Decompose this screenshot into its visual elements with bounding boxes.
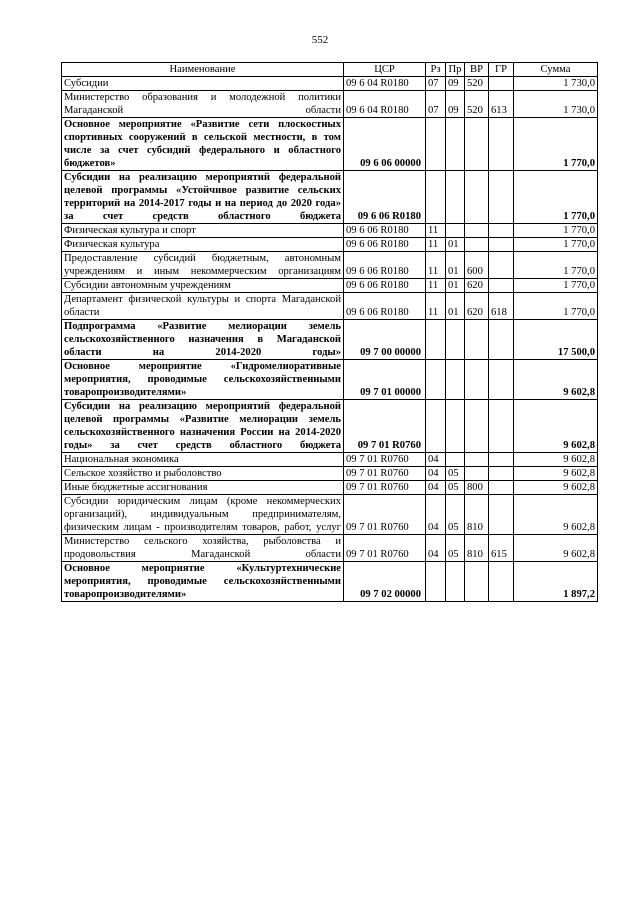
header-pr: Пр [446, 63, 465, 77]
table-row [62, 467, 598, 481]
header-sum: Сумма [514, 63, 598, 77]
page-number: 552 [311, 34, 329, 46]
row-vr: 620 [465, 279, 489, 293]
row-gr: 618 [489, 293, 514, 320]
row-sum: 1 897,2 [514, 562, 598, 602]
row-rz [426, 360, 446, 400]
row-rz: 11 [426, 238, 446, 252]
row-rz [426, 562, 446, 602]
table-row [62, 562, 598, 602]
row-name: Физическая культура и спорт [62, 224, 344, 238]
row-sum: 1 770,0 [514, 293, 598, 320]
table-row [62, 224, 598, 238]
row-name: Основное мероприятие «Развитие сети плоскостных спортивных сооружений в сельской местности, в том числе за счет субсидий федерального и областного бюджетов» [62, 118, 344, 171]
table-row [62, 77, 598, 91]
row-rz [426, 320, 446, 360]
row-gr [489, 453, 514, 467]
row-csr: 09 6 04 R0180 [344, 91, 426, 118]
row-pr: 05 [446, 481, 465, 495]
row-rz [426, 118, 446, 171]
row-sum: 1 770,0 [514, 171, 598, 224]
header-gr: ГР [489, 63, 514, 77]
table-row [62, 293, 598, 320]
row-sum: 1 730,0 [514, 91, 598, 118]
row-vr: 600 [465, 252, 489, 279]
table-row [62, 535, 598, 562]
row-name: Министерство сельского хозяйства, рыболовства и продовольствия Магаданской области [62, 535, 344, 562]
table-row [62, 481, 598, 495]
row-gr [489, 562, 514, 602]
row-name: Предоставление субсидий бюджетным, автономным учреждениям и иным некоммерческим организациям [62, 252, 344, 279]
row-sum: 1 730,0 [514, 77, 598, 91]
row-sum: 9 602,8 [514, 535, 598, 562]
row-pr: 05 [446, 467, 465, 481]
header-rz: Рз [426, 63, 446, 77]
row-name: Министерство образования и молодежной политики Магаданской области [62, 91, 344, 118]
row-gr [489, 495, 514, 535]
row-csr: 09 7 00 00000 [344, 320, 426, 360]
row-rz [426, 400, 446, 453]
row-vr [465, 453, 489, 467]
row-gr [489, 481, 514, 495]
row-rz: 07 [426, 91, 446, 118]
row-pr [446, 562, 465, 602]
row-pr: 01 [446, 252, 465, 279]
row-csr: 09 7 01 R0760 [344, 400, 426, 453]
row-name: Субсидии [62, 77, 344, 91]
row-vr [465, 360, 489, 400]
row-rz: 04 [426, 535, 446, 562]
row-csr: 09 7 01 R0760 [344, 453, 426, 467]
row-sum: 1 770,0 [514, 118, 598, 171]
row-gr [489, 400, 514, 453]
row-gr [489, 77, 514, 91]
row-rz: 04 [426, 481, 446, 495]
row-name: Субсидии на реализацию мероприятий федеральной целевой программы «Развитие мелиорации земель сельскохозяйственного назначения России на 2014-2020 годы» за счет средств областного бюджета [62, 400, 344, 453]
row-rz: 04 [426, 495, 446, 535]
row-vr [465, 467, 489, 481]
row-pr [446, 171, 465, 224]
row-sum: 1 770,0 [514, 252, 598, 279]
row-vr [465, 238, 489, 252]
row-rz: 11 [426, 224, 446, 238]
table-row [62, 171, 598, 224]
row-name: Основное мероприятие «Культуртехнические мероприятия, проводимые сельскохозяйственными товаропроизводителями» [62, 562, 344, 602]
table-row [62, 495, 598, 535]
row-gr [489, 238, 514, 252]
row-gr [489, 252, 514, 279]
row-pr: 09 [446, 91, 465, 118]
row-vr [465, 400, 489, 453]
row-pr: 01 [446, 279, 465, 293]
row-vr: 520 [465, 77, 489, 91]
row-csr: 09 6 06 00000 [344, 118, 426, 171]
header-csr: ЦСР [344, 63, 426, 77]
row-vr [465, 224, 489, 238]
row-gr [489, 224, 514, 238]
row-gr [489, 279, 514, 293]
row-name: Субсидии автономным учреждениям [62, 279, 344, 293]
header-row [62, 63, 598, 77]
row-name: Департамент физической культуры и спорта Магаданской области [62, 293, 344, 320]
table-body [62, 77, 598, 602]
row-vr: 800 [465, 481, 489, 495]
table-row [62, 453, 598, 467]
row-pr: 09 [446, 77, 465, 91]
row-rz: 07 [426, 77, 446, 91]
row-vr [465, 118, 489, 171]
table-row [62, 320, 598, 360]
row-sum: 9 602,8 [514, 481, 598, 495]
row-pr [446, 400, 465, 453]
row-pr [446, 360, 465, 400]
row-csr: 09 7 02 00000 [344, 562, 426, 602]
row-csr: 09 6 04 R0180 [344, 77, 426, 91]
row-vr: 810 [465, 495, 489, 535]
row-rz: 11 [426, 279, 446, 293]
row-name: Подпрограмма «Развитие мелиорации земель сельскохозяйственного назначения в Магаданской области на 2014-2020 годы» [62, 320, 344, 360]
table-row [62, 118, 598, 171]
row-sum: 1 770,0 [514, 238, 598, 252]
row-gr: 615 [489, 535, 514, 562]
row-sum: 17 500,0 [514, 320, 598, 360]
row-pr [446, 118, 465, 171]
row-sum: 9 602,8 [514, 400, 598, 453]
table-row [62, 238, 598, 252]
row-sum: 9 602,8 [514, 453, 598, 467]
row-gr [489, 360, 514, 400]
table-row [62, 360, 598, 400]
row-name: Национальная экономика [62, 453, 344, 467]
row-csr: 09 6 06 R0180 [344, 238, 426, 252]
row-pr: 01 [446, 238, 465, 252]
row-pr: 01 [446, 293, 465, 320]
header-name: Наименование [62, 63, 344, 77]
row-sum: 9 602,8 [514, 495, 598, 535]
row-csr: 09 6 06 R0180 [344, 171, 426, 224]
row-gr [489, 320, 514, 360]
row-name: Сельское хозяйство и рыболовство [62, 467, 344, 481]
row-rz: 04 [426, 453, 446, 467]
row-csr: 09 7 01 R0760 [344, 535, 426, 562]
row-gr [489, 467, 514, 481]
table-row [62, 400, 598, 453]
row-sum: 1 770,0 [514, 224, 598, 238]
row-sum: 9 602,8 [514, 467, 598, 481]
row-name: Субсидии юридическим лицам (кроме некоммерческих организаций), индивидуальным предпринимателям, физическим лицам - производителям товаров, работ, услуг [62, 495, 344, 535]
row-csr: 09 6 06 R0180 [344, 224, 426, 238]
row-vr: 620 [465, 293, 489, 320]
row-name: Физическая культура [62, 238, 344, 252]
row-csr: 09 6 06 R0180 [344, 252, 426, 279]
row-sum: 9 602,8 [514, 360, 598, 400]
row-csr: 09 7 01 00000 [344, 360, 426, 400]
row-csr: 09 7 01 R0760 [344, 467, 426, 481]
row-name: Иные бюджетные ассигнования [62, 481, 344, 495]
row-sum: 1 770,0 [514, 279, 598, 293]
row-gr [489, 171, 514, 224]
row-pr [446, 224, 465, 238]
row-pr: 05 [446, 495, 465, 535]
row-name: Основное мероприятие «Гидромелиоративные мероприятия, проводимые сельскохозяйственными товаропроизводителями» [62, 360, 344, 400]
row-rz: 04 [426, 467, 446, 481]
row-rz [426, 171, 446, 224]
row-rz: 11 [426, 252, 446, 279]
row-name: Субсидии на реализацию мероприятий федеральной целевой программы «Устойчивое развитие сельских территорий на 2014-2017 годы и на период до 2020 года» за счет средств областного бюджета [62, 171, 344, 224]
row-csr: 09 6 06 R0180 [344, 279, 426, 293]
row-gr: 613 [489, 91, 514, 118]
row-rz: 11 [426, 293, 446, 320]
budget-table [61, 62, 598, 602]
table-row [62, 252, 598, 279]
table-row [62, 91, 598, 118]
row-pr: 05 [446, 535, 465, 562]
row-pr [446, 320, 465, 360]
row-pr [446, 453, 465, 467]
row-csr: 09 7 01 R0760 [344, 481, 426, 495]
row-csr: 09 6 06 R0180 [344, 293, 426, 320]
table-row [62, 279, 598, 293]
header-vr: ВР [465, 63, 489, 77]
row-gr [489, 118, 514, 171]
row-vr: 810 [465, 535, 489, 562]
row-vr: 520 [465, 91, 489, 118]
row-vr [465, 320, 489, 360]
row-vr [465, 171, 489, 224]
row-csr: 09 7 01 R0760 [344, 495, 426, 535]
row-vr [465, 562, 489, 602]
